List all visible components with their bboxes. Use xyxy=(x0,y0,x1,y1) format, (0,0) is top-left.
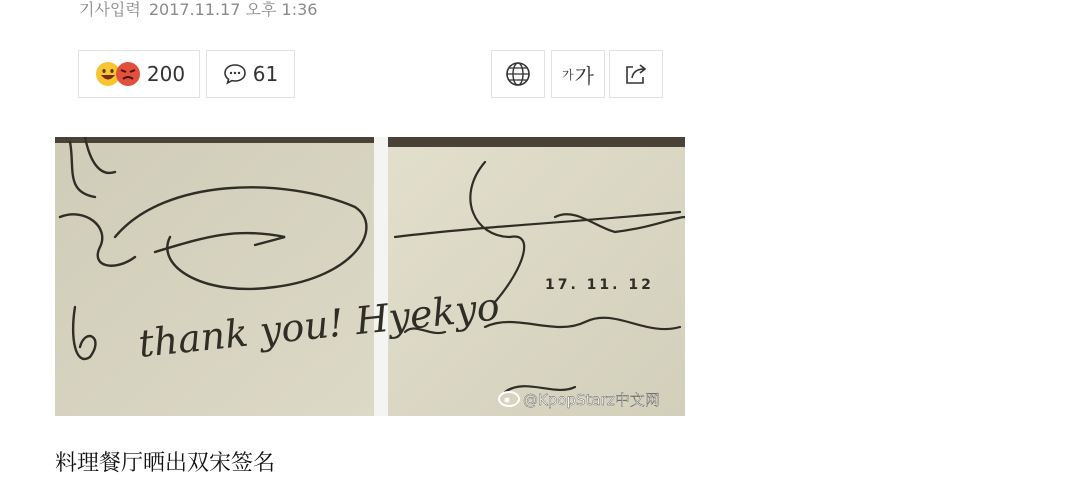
article-photo xyxy=(55,137,685,416)
share-button[interactable] xyxy=(609,50,663,98)
handwriting-date-text: 17. 11. 12 xyxy=(545,277,654,293)
handwriting-left-text: thank you! Hyekyo xyxy=(136,284,502,366)
meta-datetime: 2017.11.17 오후 1:36 xyxy=(148,0,318,19)
watermark-text: @KpopStarz中文网 xyxy=(523,391,660,409)
font-size-small-glyph: 가 xyxy=(562,67,574,82)
share-icon xyxy=(622,60,650,88)
meta-label: 기사입력 xyxy=(79,0,141,19)
signature-photo-illustration xyxy=(55,137,685,416)
weibo-watermark xyxy=(499,391,660,409)
font-size-large-glyph: 가 xyxy=(574,63,594,88)
angry-emoji-icon xyxy=(115,61,141,87)
comment-count: 61 xyxy=(252,62,279,86)
photo-caption: 料理餐厅晒出双宋签名 xyxy=(55,451,276,476)
left-signature-paper xyxy=(55,137,374,416)
globe-icon xyxy=(504,60,532,88)
font-size-button[interactable] xyxy=(551,50,605,98)
reaction-button[interactable] xyxy=(78,50,200,98)
reaction-count: 200 xyxy=(146,62,186,86)
comment-bubble-icon xyxy=(223,63,247,85)
translate-button[interactable] xyxy=(491,50,545,98)
reaction-emoji-icons xyxy=(93,61,143,87)
comment-button[interactable] xyxy=(206,50,295,98)
article-meta xyxy=(79,0,317,21)
